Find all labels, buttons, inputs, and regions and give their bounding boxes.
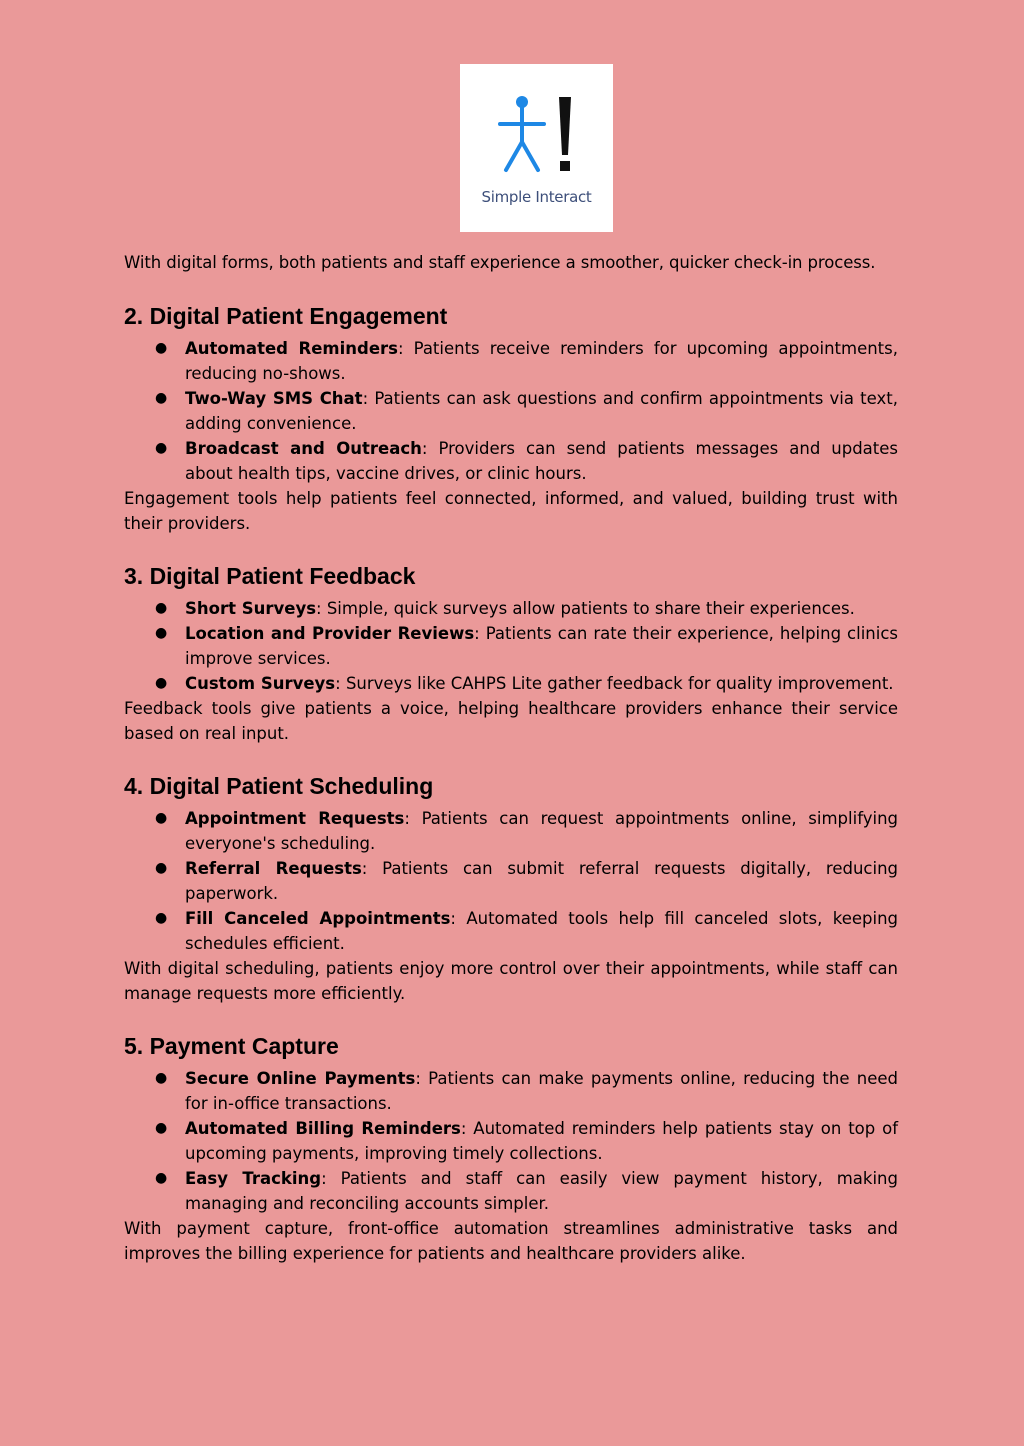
bullet-icon: ● xyxy=(155,440,168,456)
item-text: : Patients can make payments online, reducing the need for in-office transactions. xyxy=(185,1069,899,1113)
list-item xyxy=(124,596,898,621)
bullet-icon: ● xyxy=(155,860,168,876)
bullet-list xyxy=(124,336,898,486)
list-item xyxy=(124,906,898,956)
item-text: : Automated tools help fill canceled slots, keeping schedules efficient. xyxy=(185,909,898,953)
item-term: Broadcast and Outreach xyxy=(185,439,422,458)
section xyxy=(124,302,898,536)
bullet-icon: ● xyxy=(155,1120,168,1136)
bullet-list xyxy=(124,596,898,696)
section xyxy=(124,772,898,1006)
item-text: : Patients and staff can easily view payment history, making managing and reconciling accounts simpler. xyxy=(185,1169,898,1213)
item-text: : Patients can request appointments online, simplifying everyone's scheduling. xyxy=(185,809,898,853)
list-item xyxy=(124,336,898,386)
section-heading: 3. Digital Patient Feedback xyxy=(124,563,416,589)
item-text: : Patients can ask questions and confirm appointments via text, adding convenience. xyxy=(185,389,898,433)
section-heading: 2. Digital Patient Engagement xyxy=(124,303,448,329)
bullet-icon: ● xyxy=(155,1070,168,1086)
item-text: : Providers can send patients messages and updates about health tips, vaccine drives, or clinic hours. xyxy=(185,439,898,483)
item-text: : Simple, quick surveys allow patients to share their experiences. xyxy=(316,599,855,618)
document-body xyxy=(124,250,898,1266)
section-summary: With payment capture, front-office automation streamlines administrative tasks and improves the billing experience for patients and healthcare providers alike. xyxy=(124,1219,898,1263)
bullet-icon: ● xyxy=(155,675,168,691)
item-term: Fill Canceled Appointments xyxy=(185,909,451,928)
item-term: Automated Reminders xyxy=(185,339,398,358)
bullet-icon: ● xyxy=(155,910,168,926)
section-summary: Feedback tools give patients a voice, helping healthcare providers enhance their service based on real input. xyxy=(124,699,898,743)
list-item xyxy=(124,856,898,906)
item-term: Referral Requests xyxy=(185,859,362,878)
item-term: Appointment Requests xyxy=(185,809,405,828)
list-item xyxy=(124,1116,898,1166)
bullet-icon: ● xyxy=(155,1170,168,1186)
section-summary: Engagement tools help patients feel connected, informed, and valued, building trust with their providers. xyxy=(124,489,898,533)
sections-container xyxy=(124,302,898,1266)
section xyxy=(124,562,898,746)
list-item xyxy=(124,621,898,671)
logo-caption: Simple Interact xyxy=(481,188,592,206)
item-text: : Surveys like CAHPS Lite gather feedback for quality improvement. xyxy=(335,674,894,693)
item-text: : Patients can rate their experience, helping clinics improve services. xyxy=(185,624,898,668)
section-heading: 5. Payment Capture xyxy=(124,1033,339,1059)
list-item xyxy=(124,671,898,696)
section xyxy=(124,1032,898,1266)
bullet-icon: ● xyxy=(155,390,168,406)
list-item xyxy=(124,436,898,486)
bullet-icon: ● xyxy=(155,600,168,616)
intro-paragraph: With digital forms, both patients and staff experience a smoother, quicker check-in process. xyxy=(124,253,876,272)
list-item xyxy=(124,1166,898,1216)
item-term: Easy Tracking xyxy=(185,1169,322,1188)
section-summary: With digital scheduling, patients enjoy more control over their appointments, while staff can manage requests more efficiently. xyxy=(124,959,898,1003)
bullet-icon: ● xyxy=(155,340,168,356)
item-term: Location and Provider Reviews xyxy=(185,624,475,643)
item-term: Secure Online Payments xyxy=(185,1069,416,1088)
bullet-list xyxy=(124,806,898,956)
list-item xyxy=(124,386,898,436)
item-text: : Patients receive reminders for upcoming appointments, reducing no-shows. xyxy=(185,339,898,383)
item-text: : Patients can submit referral requests digitally, reducing paperwork. xyxy=(185,859,899,903)
item-term: Two-Way SMS Chat xyxy=(185,389,363,408)
list-item xyxy=(124,1066,898,1116)
bullet-icon: ● xyxy=(155,810,168,826)
simple-interact-logo xyxy=(460,64,613,232)
bullet-list xyxy=(124,1066,898,1216)
item-term: Automated Billing Reminders xyxy=(185,1119,461,1138)
item-term: Custom Surveys xyxy=(185,674,336,693)
section-heading: 4. Digital Patient Scheduling xyxy=(124,773,434,799)
bullet-icon: ● xyxy=(155,625,168,641)
item-term: Short Surveys xyxy=(185,599,317,618)
stick-figure-exclamation-icon xyxy=(460,64,613,184)
item-text: : Automated reminders help patients stay on top of upcoming payments, improving timely collections. xyxy=(185,1119,899,1163)
list-item xyxy=(124,806,898,856)
